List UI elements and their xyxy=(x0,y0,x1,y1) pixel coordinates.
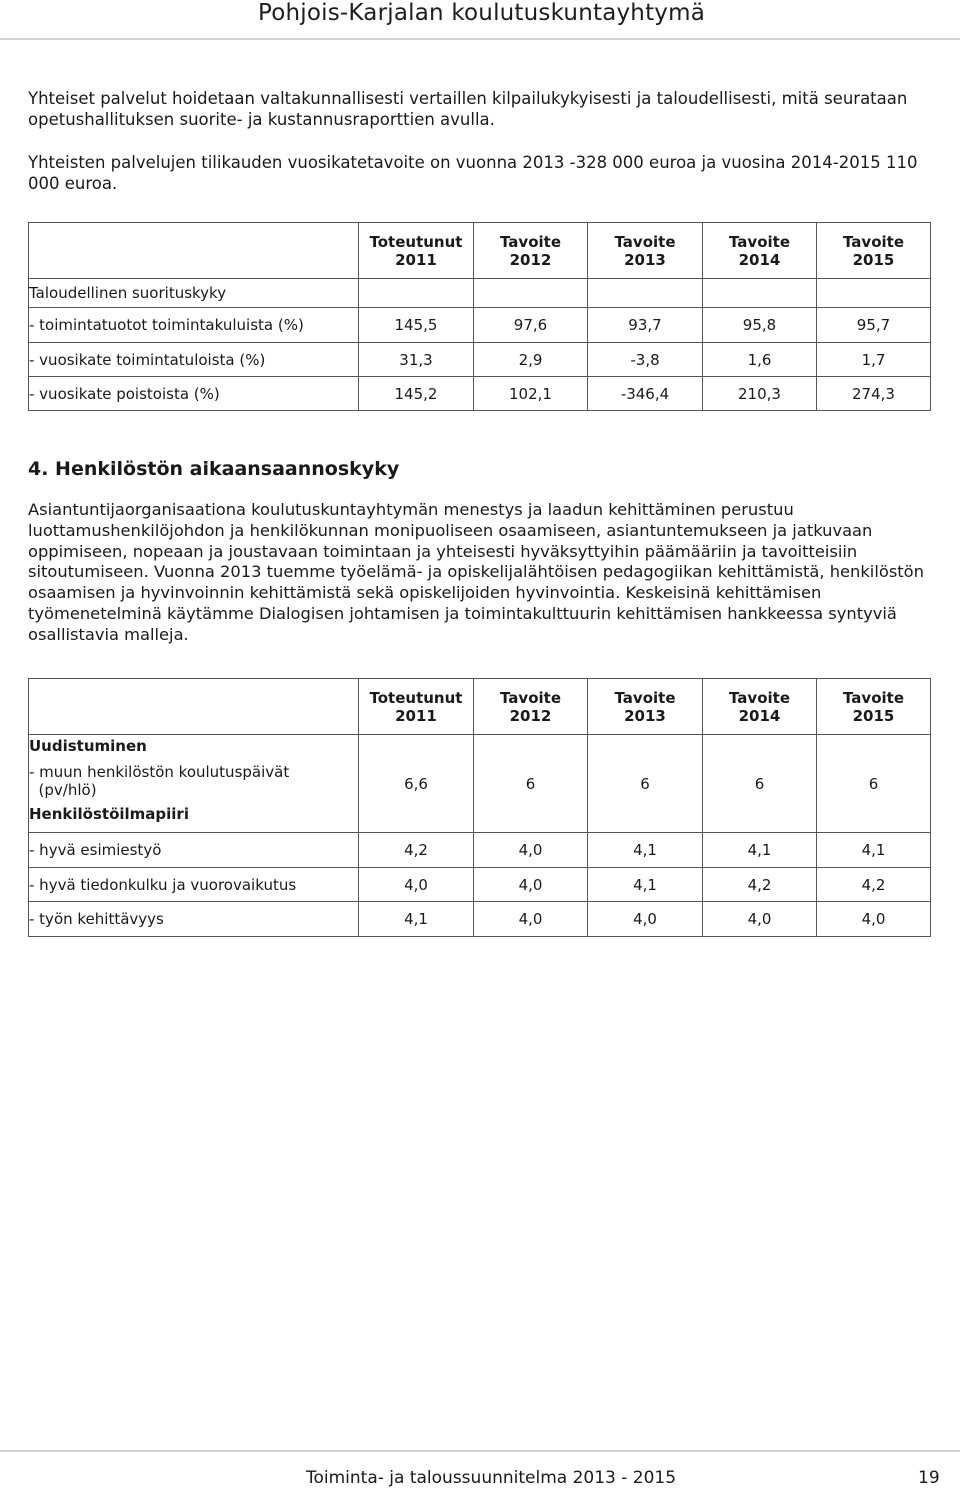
table-cell: 4,0 xyxy=(817,902,931,937)
section-heading: 4. Henkilöstön aikaansaannoskyky xyxy=(28,458,400,480)
table-cell: 145,2 xyxy=(359,377,474,411)
row-label: - työn kehittävyys xyxy=(29,902,359,937)
section-label: Taloudellinen suorituskyky xyxy=(29,279,359,308)
row-label: - vuosikate poistoista (%) xyxy=(29,377,359,411)
table-cell: 4,2 xyxy=(359,833,474,868)
table-cell: 4,0 xyxy=(474,902,588,937)
table-cell: 1,7 xyxy=(817,343,931,377)
row-label: - hyvä tiedonkulku ja vuorovaikutus xyxy=(29,868,359,902)
column-header: Tavoite 2015 xyxy=(817,679,931,735)
section-label: Uudistuminen xyxy=(29,737,147,755)
column-header: Tavoite 2013 xyxy=(588,679,703,735)
row-label: - muun henkilöstön koulutuspäivät (pv/hlö) xyxy=(29,763,290,799)
personnel-table xyxy=(28,678,931,937)
table-cell: 6 xyxy=(703,735,817,833)
table-cell: 6,6 xyxy=(359,735,474,833)
table-cell: 4,1 xyxy=(817,833,931,868)
table-cell: 4,2 xyxy=(703,868,817,902)
table-section-row xyxy=(29,279,931,308)
table-cell: 4,0 xyxy=(588,902,703,937)
page-number: 19 xyxy=(918,1468,940,1488)
column-header: Toteutunut 2011 xyxy=(359,223,474,279)
table-cell: -3,8 xyxy=(588,343,703,377)
column-header: Tavoite 2014 xyxy=(703,679,817,735)
table-header-row xyxy=(29,223,931,279)
table-cell: 6 xyxy=(588,735,703,833)
table-cell: 6 xyxy=(817,735,931,833)
table-cell: -346,4 xyxy=(588,377,703,411)
header-empty-cell xyxy=(29,223,359,279)
table-cell: 4,1 xyxy=(588,868,703,902)
table-row xyxy=(29,833,931,868)
uudistuminen-cell xyxy=(29,735,359,833)
column-header: Tavoite 2012 xyxy=(474,679,588,735)
paragraph-personnel-performance: Asiantuntijaorganisaationa koulutuskuntayhtymän menestys ja laadun kehittäminen perustuu luottamushenkilöjohdon ja henkilökunnan monipuoliseen osaamiseen, asiantuntemukseen ja jatkuvaan oppimiseen, nopeaan ja joustavaan toimintaan ja yhteisesti hyväksyttyihin päämääriin ja tavoitteisiin sitoutumiseen. Vuonna 2013 tuemme työelämä- ja opiskelijalähtöisen pedagogiikan kehittämistä, henkilöstön osaamisen ja hyvinvoinnin kehittämistä sekä opiskelijoiden hyvinvointia. Keskeisinä kehittämisen työmenetelminä käytämme Dialogisen johtamisen ja toimintakulttuurin kehittämisen hankkeessa syntyviä osallistavia malleja. xyxy=(28,500,924,644)
table-cell: 4,1 xyxy=(359,902,474,937)
section-label: Henkilöstöilmapiiri xyxy=(29,805,189,823)
page-header-title: Pohjois-Karjalan koulutuskuntayhtymä xyxy=(258,0,706,26)
table-cell: 6 xyxy=(474,735,588,833)
column-header: Tavoite 2012 xyxy=(474,223,588,279)
row-label: - hyvä esimiestyö xyxy=(29,833,359,868)
paragraph-shared-services: Yhteiset palvelut hoidetaan valtakunnallisesti vertaillen kilpailukykyisesti ja taloudellisesti, mitä seurataan opetushallituksen suorite- ja kustannusraporttien avulla. xyxy=(28,89,908,129)
header-divider xyxy=(0,38,960,40)
table-cell: 210,3 xyxy=(703,377,817,411)
table-cell: 95,8 xyxy=(703,308,817,343)
column-header: Tavoite 2013 xyxy=(588,223,703,279)
row-label: - toimintatuotot toimintakuluista (%) xyxy=(29,308,359,343)
header-empty-cell xyxy=(29,679,359,735)
footer-document-title: Toiminta- ja taloussuunnitelma 2013 - 2015 xyxy=(306,1468,677,1488)
financial-performance-table xyxy=(28,222,931,411)
table-cell: 97,6 xyxy=(474,308,588,343)
table-cell: 4,2 xyxy=(817,868,931,902)
table-cell: 31,3 xyxy=(359,343,474,377)
table-cell: 4,0 xyxy=(359,868,474,902)
table-row xyxy=(29,902,931,937)
footer-divider xyxy=(0,1450,960,1452)
table-cell: 93,7 xyxy=(588,308,703,343)
table-cell: 102,1 xyxy=(474,377,588,411)
table-row xyxy=(29,868,931,902)
table-cell: 4,1 xyxy=(703,833,817,868)
table-cell: 4,0 xyxy=(474,868,588,902)
table-header-row xyxy=(29,679,931,735)
column-header: Tavoite 2015 xyxy=(817,223,931,279)
table-cell: 95,7 xyxy=(817,308,931,343)
table-cell: 4,0 xyxy=(703,902,817,937)
table-cell: 145,5 xyxy=(359,308,474,343)
column-header: Toteutunut 2011 xyxy=(359,679,474,735)
row-label: - vuosikate toimintatuloista (%) xyxy=(29,343,359,377)
table-row xyxy=(29,308,931,343)
table-row xyxy=(29,343,931,377)
table-cell: 4,0 xyxy=(474,833,588,868)
column-header: Tavoite 2014 xyxy=(703,223,817,279)
table-cell: 274,3 xyxy=(817,377,931,411)
table-section-row xyxy=(29,735,931,833)
table-cell: 4,1 xyxy=(588,833,703,868)
table-cell: 2,9 xyxy=(474,343,588,377)
table-cell: 1,6 xyxy=(703,343,817,377)
paragraph-operating-margin-target: Yhteisten palvelujen tilikauden vuosikatetavoite on vuonna 2013 -328 000 euroa ja vuosina 2014-2015 110 000 euroa. xyxy=(28,153,918,193)
table-row xyxy=(29,377,931,411)
